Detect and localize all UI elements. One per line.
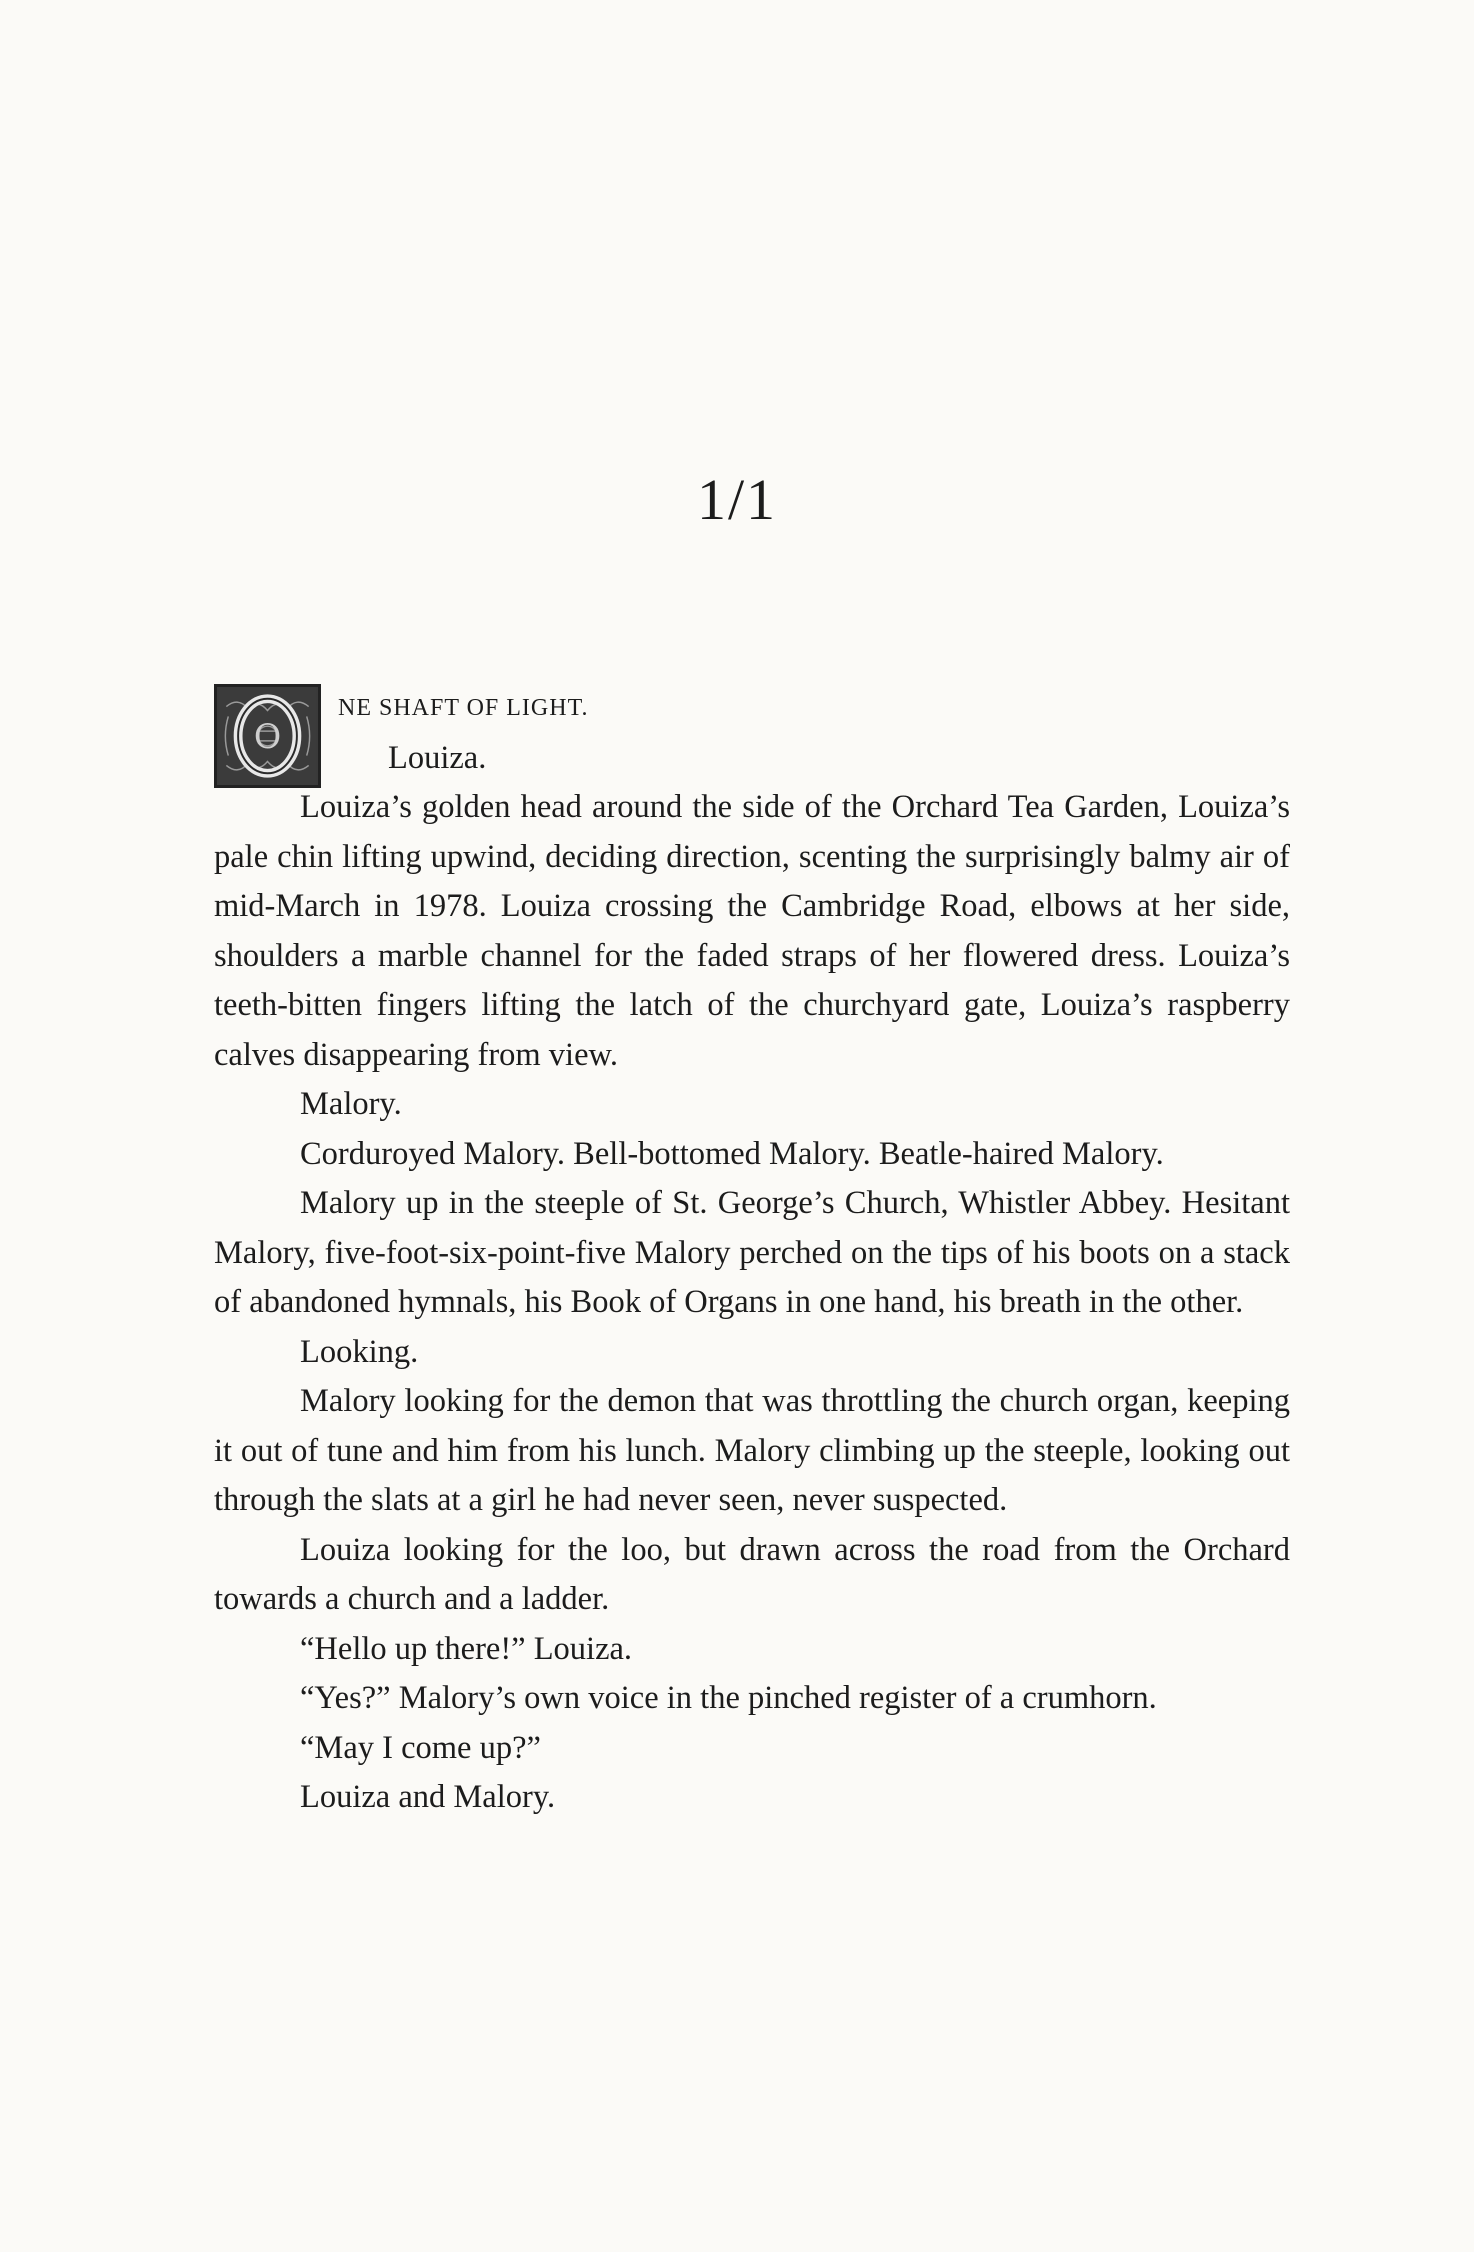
- chapter-body: [214, 684, 1290, 1823]
- opening-caps-text: NE SHAFT OF LIGHT.: [338, 695, 589, 721]
- paragraph-looking: Looking.: [300, 1333, 419, 1370]
- paragraph-malory-steeple: Malory up in the steeple of St. George’s Church, Whistler Abbey. Hesitant Malory, five-foot-six-point-five Malory perched on the tips of his boots on a stack of abandoned hymnals, his Book of Organs in one hand, his breath in the other.: [214, 1185, 1290, 1320]
- paragraph-malory-description: Corduroyed Malory. Bell-bottomed Malory. Beatle-haired Malory.: [300, 1135, 1164, 1172]
- paragraph-malory-looking: Malory looking for the demon that was throttling the church organ, keeping it out of tune and him from his lunch. Malory climbing up the steeple, looking out through the slats at a girl he had never seen, never suspected.: [214, 1383, 1290, 1518]
- paragraph-louiza-looking: Louiza looking for the loo, but drawn across the road from the Orchard towards a church and a ladder.: [214, 1531, 1290, 1617]
- chapter-title: 1/1: [696, 467, 778, 532]
- dropcap-letter: O: [253, 716, 282, 756]
- ornamental-letter-o-icon: [214, 684, 321, 788]
- paragraph-hello: “Hello up there!” Louiza.: [300, 1630, 633, 1667]
- paragraph-louiza-arrival: Louiza’s golden head around the side of the Orchard Tea Garden, Louiza’s pale chin lifting upwind, deciding direction, scenting the surprisingly balmy air of mid-March in 1978. Louiza crossing the Cambridge Road, elbows at her side, shoulders a marble channel for the faded straps of her flowered dress. Louiza’s teeth-bitten fingers lifting the latch of the churchyard gate, Louiza’s raspberry calves disappearing from view.: [214, 789, 1290, 1073]
- paragraph-malory: Malory.: [300, 1086, 402, 1122]
- opening-lines: [214, 684, 1290, 783]
- paragraph-louiza-and-malory: Louiza and Malory.: [300, 1779, 556, 1815]
- paragraph-yes: “Yes?” Malory’s own voice in the pinched register of a crumhorn.: [300, 1680, 1157, 1716]
- opening-second-line: Louiza.: [388, 739, 487, 776]
- paragraph-may-i: “May I come up?”: [300, 1729, 541, 1766]
